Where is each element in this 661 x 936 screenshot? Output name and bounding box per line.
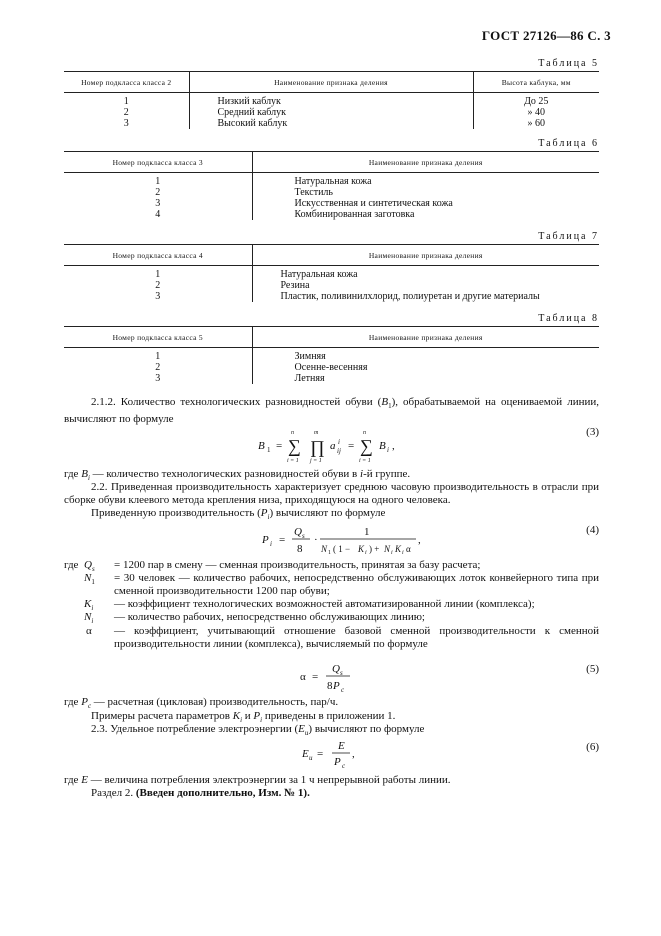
def-ki: — коэффициент технологических возможностей автоматизированной линии (комплекса); [114,598,535,610]
svg-text:1: 1 [267,446,271,454]
table-row: 3 Высокий каблук » 60 [64,118,599,129]
svg-text:N: N [384,544,391,554]
svg-text:1: 1 [364,526,370,538]
table7-caption: Таблица 7 [538,231,599,242]
table-row: 3 Пластик, поливинилхлорид, полиуретан и другие материалы [64,291,599,302]
svg-text:8: 8 [297,543,303,555]
svg-text:Q: Q [332,663,340,675]
svg-text:∏: ∏ [310,437,325,457]
svg-text:K: K [358,544,365,554]
svg-text:·: · [314,534,318,546]
svg-text:u: u [309,754,313,762]
table7-header-num: Номер подкласса класса 4 [64,245,252,266]
where-e: где E — величина потребления электроэнергии за 1 ч непрерывной работы линии. [64,774,451,786]
formula-4 [250,520,440,558]
table-row: 1 Натуральная кожа [64,266,599,281]
svg-text:i: i [270,540,272,548]
table-row: 2 Осенне-весенняя [64,362,599,373]
paragraph-2-1-2: 2.1.2. Количество технологических разновидностей обуви $(B_1)$, обрабатываемой на оцениваемой линии, вычисляют по формуле [64,396,599,425]
formula-5 [296,658,376,696]
table-row: 1 Низкий каблук До 25 [64,93,599,108]
svg-text:( 1 −: ( 1 − [333,544,351,554]
page-header: ГОСТ 27126—86 С. 3 [481,28,611,43]
svg-text:,: , [418,534,421,546]
where-label: где [64,559,79,571]
svg-text:E: E [302,748,309,760]
table-row: 1 Натуральная кожа [64,173,599,188]
equation-number-5: (5) [586,663,599,675]
table-row: 3 Летняя [64,373,599,384]
svg-text:=: = [279,534,286,546]
svg-text:i: i [402,550,404,556]
svg-text:n: n [363,430,366,436]
table-row: 1 Зимняя [64,348,599,363]
table5-header-height: Высота каблука, мм [473,72,599,93]
svg-text:8: 8 [327,680,333,692]
table6 [64,151,599,220]
table-row: 2 Текстиль [64,187,599,198]
svg-text:P: P [262,534,269,546]
where-pc: где $P_c$ — расчетная (цикловая) производительность, пар/ч. [64,696,339,710]
table8-header-name: Наименование признака деления [252,327,599,348]
def-n1: = 30 человек — количество рабочих, непосредственно обслуживающих лоток конвейерного типа при сменной производительности 1200 пар обуви; [114,572,599,597]
svg-text:i: i [365,550,367,556]
paragraph-2-3: 2.3. Удельное потребление электроэнергии $(E_u)$ вычисляют по формуле [91,723,425,737]
paragraph-2-2: 2.2. Приведенная производительность характеризует среднюю часовую производительность в отрасли при сборке обуви клеевого метода крепления низа, приходящуюся на одного человека. [64,481,599,506]
symbol-n1: $N_1$ [84,572,95,586]
svg-text:c: c [341,686,345,694]
svg-text:Q: Q [294,526,302,538]
svg-text:m: m [314,430,319,436]
table6-header-name: Наименование признака деления [252,152,599,173]
table-row: 2 Резина [64,280,599,291]
symbol-ni: $N_i$ [84,611,94,625]
svg-text:,: , [392,440,395,452]
formula-6 [290,736,380,772]
svg-text:N: N [321,544,328,554]
svg-text:i: i [391,550,393,556]
svg-text:K: K [395,544,402,554]
svg-text:j = 1: j = 1 [310,458,322,464]
svg-text:=: = [312,671,319,683]
razdel-note: Раздел 2. (Введен дополнительно, Изм. № 1). [91,787,310,799]
svg-text:=: = [317,748,324,760]
def-ni: — количество рабочих, непосредственно обслуживающих линию; [114,611,425,623]
examples-line: Примеры расчета параметров $K_i$ и $P_i$ приведены в приложении 1. [91,710,396,724]
svg-text:ij: ij [337,447,341,455]
svg-text:=: = [276,440,283,452]
svg-text:i: i [338,438,340,446]
svg-text:P: P [333,680,340,692]
formula-3 [240,424,420,466]
svg-text:P: P [334,756,341,768]
svg-text:) +: ) + [369,544,380,554]
equation-number-6: (6) [586,741,599,753]
table5-header-name: Наименование признака деления [189,72,473,93]
svg-text:n: n [291,430,294,436]
svg-text:B: B [258,440,265,452]
table6-caption: Таблица 6 [538,138,599,149]
svg-text:,: , [352,748,355,760]
table5-caption: Таблица 5 [538,58,599,69]
where-bi: где $B_i$ — количество технологических разновидностей обуви в i-й группе. [64,468,411,482]
svg-text:α: α [300,671,306,683]
svg-text:i: i [387,446,389,454]
paragraph-2-2-formula-intro: Приведенную производительность $(P_i)$ вычисляют по формуле [91,507,386,521]
svg-text:i = 1: i = 1 [287,458,299,464]
table-row: 3 Искусственная и синтетическая кожа [64,198,599,209]
table5-header-num: Номер подкласса класса 2 [64,72,189,93]
svg-text:α: α [406,544,411,554]
svg-text:∑: ∑ [288,436,301,456]
symbol-ki: $K_i$ [84,598,94,612]
table-row: 4 Комбинированная заготовка [64,209,599,220]
equation-number-3: (3) [586,426,599,438]
table8 [64,326,599,384]
svg-text:s: s [302,532,305,540]
symbol-alpha: α [86,625,92,637]
svg-text:a: a [330,440,336,452]
table7 [64,244,599,302]
def-alpha: — коэффициент, учитывающий отношение базовой сменной производительности к сменной производительности линии (комплекса), вычисляемый по формуле [114,625,599,650]
svg-text:1: 1 [328,550,331,556]
equation-number-4: (4) [586,524,599,536]
table5 [64,71,599,129]
svg-text:E: E [338,740,345,752]
table6-header-num: Номер подкласса класса 3 [64,152,252,173]
svg-text:c: c [342,762,346,770]
svg-text:B: B [379,440,386,452]
table-row: 2 Средний каблук » 40 [64,107,599,118]
table8-header-num: Номер подкласса класса 5 [64,327,252,348]
svg-text:s: s [340,669,343,677]
symbol-qs: $Q_s$ [84,559,95,573]
def-qs: = 1200 пар в смену — сменная производительность, принятая за базу расчета; [114,559,481,571]
table7-header-name: Наименование признака деления [252,245,599,266]
svg-text:=: = [348,440,355,452]
table8-caption: Таблица 8 [538,313,599,324]
svg-text:∑: ∑ [360,436,373,456]
svg-text:i = 1: i = 1 [359,458,371,464]
